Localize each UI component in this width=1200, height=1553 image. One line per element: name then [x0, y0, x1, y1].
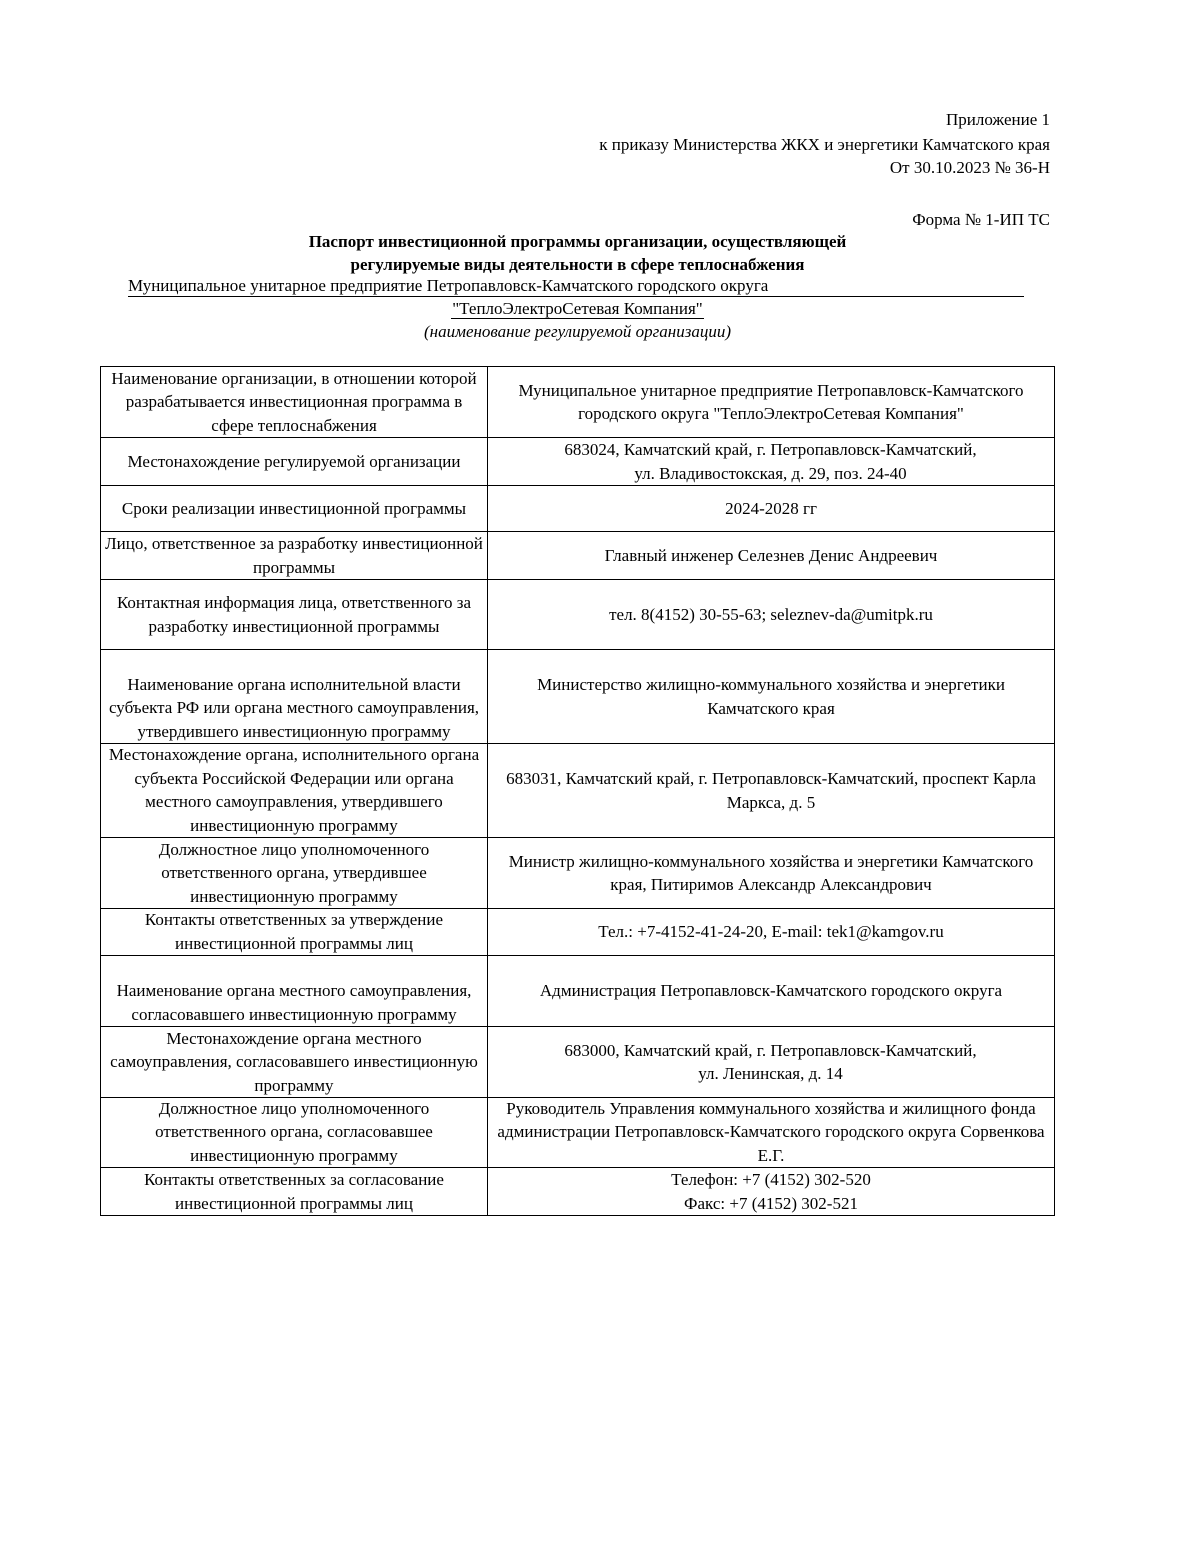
- row-label: [101, 367, 488, 438]
- row-label: Местонахождение регулируемой организации: [101, 438, 488, 486]
- address-line-2: ул. Владивостокская, д. 29, поз. 24-40: [634, 463, 907, 483]
- table-row: [101, 486, 1055, 532]
- table-row: [101, 838, 1055, 909]
- row-value: Тел.: +7-4152-41-24-20, E-mail: tek1@kamgov.ru: [488, 909, 1055, 956]
- address-line-1: 683000, Камчатский край, г. Петропавловск-Камчатский,: [564, 1040, 977, 1060]
- row-value-text: Руководитель Управления коммунального хозяйства и жилищного фонда администрации Петропавловск-Камчатского городского округа Сорвенкова Е.Г.: [497, 1098, 1045, 1165]
- row-label-text: Контакты ответственных за утверждение инвестиционной программы лиц: [144, 910, 444, 953]
- row-value: [488, 1168, 1055, 1216]
- appendix-title: Приложение 1: [946, 110, 1050, 129]
- row-value: тел. 8(4152) 30-55-63; seleznev-da@umitpk.ru: [488, 580, 1055, 650]
- row-value: Министр жилищно-коммунального хозяйства и энергетики Камчатского края, Питиримов Александр Александрович: [488, 838, 1055, 909]
- row-value: [488, 438, 1055, 486]
- row-label: [101, 838, 488, 909]
- row-value: [488, 1098, 1055, 1168]
- address-line-2: ул. Ленинская, д. 14: [698, 1064, 843, 1083]
- form-number: Форма № 1-ИП ТС: [912, 210, 1050, 229]
- row-value: Министерство жилищно-коммунального хозяйства и энергетики Камчатского края: [488, 650, 1055, 744]
- table-row: [101, 532, 1055, 580]
- row-label: Лицо, ответственное за разработку инвестиционной программы: [101, 532, 488, 580]
- row-label: [101, 744, 488, 838]
- row-value: [488, 1027, 1055, 1098]
- table-row: [101, 1168, 1055, 1216]
- row-label-text: Должностное лицо уполномоченного ответственного органа, утвердившее инвестиционную программу: [158, 839, 430, 906]
- document-title-line-1: Паспорт инвестиционной программы организации, осуществляющей: [308, 232, 847, 251]
- row-value: Администрация Петропавловск-Камчатского городского округа: [488, 956, 1055, 1027]
- table-row: [101, 744, 1055, 838]
- organization-caption: (наименование регулируемой организации): [424, 322, 731, 341]
- organization-name-text-2: "ТеплоЭлектроСетевая Компания": [452, 299, 703, 318]
- passport-table: [100, 366, 1055, 1216]
- organization-name-text-1: Муниципальное унитарное предприятие Петропавловск-Камчатского городского округа: [128, 275, 1024, 297]
- row-label: [101, 909, 488, 956]
- organization-name-line-1: [100, 275, 1055, 297]
- row-label-text: Местонахождение органа местного самоуправления, согласовавшего инвестиционную программу: [110, 1028, 478, 1095]
- fax-line: Факс: +7 (4152) 302-521: [684, 1193, 858, 1213]
- row-value: 2024-2028 гг: [488, 486, 1055, 532]
- row-label: [101, 1027, 488, 1098]
- row-label-text: Наименование органа местного самоуправления, согласовавшего инвестиционную программу: [116, 981, 472, 1024]
- appendix-order-reference: к приказу Министерства ЖКХ и энергетики Камчатского края: [599, 135, 1050, 154]
- appendix-order-date: От 30.10.2023 № 36-Н: [889, 158, 1050, 177]
- table-row: [101, 650, 1055, 744]
- row-label-text: Наименование органа исполнительной власти субъекта РФ или органа местного самоуправления, утвердившего инвестиционную программу: [108, 674, 480, 741]
- row-label: Сроки реализации инвестиционной программы: [101, 486, 488, 532]
- row-label: [101, 956, 488, 1027]
- table-row: [101, 909, 1055, 956]
- row-label: Контактная информация лица, ответственного за разработку инвестиционной программы: [101, 580, 488, 650]
- row-label-text: Местонахождение органа, исполнительного органа субъекта Российской Федерации или органа местного самоуправления, утвердившего инвестиционную программу: [108, 745, 480, 835]
- table-row: [101, 956, 1055, 1027]
- row-label: [101, 650, 488, 744]
- row-value: Муниципальное унитарное предприятие Петропавловск-Камчатского городского округа "ТеплоЭлектроСетевая Компания": [488, 367, 1055, 438]
- row-label: [101, 1098, 488, 1168]
- address-line-1: 683024, Камчатский край, г. Петропавловск-Камчатский,: [564, 440, 977, 459]
- organization-name-line-2: [100, 298, 1055, 319]
- row-label-text: Должностное лицо уполномоченного ответственного органа, согласовавшее инвестиционную программу: [155, 1098, 433, 1165]
- document-title-line-2: регулируемые виды деятельности в сфере теплоснабжения: [350, 255, 805, 274]
- table-row: [101, 367, 1055, 438]
- table-row: [101, 1027, 1055, 1098]
- table-row: [101, 438, 1055, 486]
- row-value: 683031, Камчатский край, г. Петропавловск-Камчатский, проспект Карла Маркса, д. 5: [488, 744, 1055, 838]
- row-value: Главный инженер Селезнев Денис Андреевич: [488, 532, 1055, 580]
- table-row: [101, 1098, 1055, 1168]
- table-row: [101, 580, 1055, 650]
- row-label-text: Наименование организации, в отношении которой разрабатывается инвестиционная программа в сфере теплоснабжения: [111, 368, 477, 435]
- row-label: Контакты ответственных за согласование инвестиционной программы лиц: [101, 1168, 488, 1216]
- phone-line: Телефон: +7 (4152) 302-520: [671, 1170, 871, 1189]
